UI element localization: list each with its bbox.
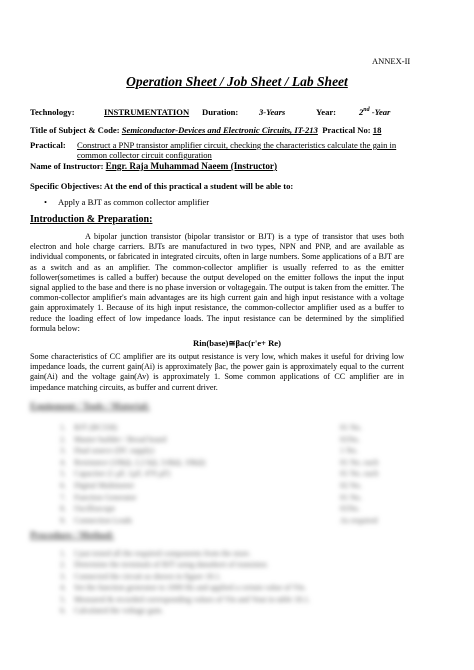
practical-no-value: 18 — [372, 125, 382, 135]
equipment-item — [60, 481, 134, 490]
equipment-heading: Equipment / Tools / Material: — [30, 402, 150, 412]
subject-label: Title of Subject & Code: — [30, 125, 120, 135]
year-label: Year: — [316, 107, 337, 117]
procedure-step-text: Calculated the voltage gain. — [74, 606, 164, 615]
procedure-step — [60, 572, 221, 581]
equipment-number: 4. — [60, 457, 66, 467]
instructor-line — [30, 161, 277, 171]
equipment-qty: 02 No. — [340, 481, 362, 490]
practical-no-label: Practical No: — [322, 125, 371, 135]
equipment-item — [60, 493, 136, 502]
equipment-qty: 01 No. — [340, 423, 362, 432]
objectives-heading: Specific Objectives: At the end of this practical a student will be able to: — [30, 181, 294, 191]
objective-text: Apply a BJT as common collector amplifier — [58, 197, 210, 207]
equipment-number: 7. — [60, 492, 66, 502]
equipment-number: 2. — [60, 434, 66, 444]
equipment-number: 5. — [60, 469, 66, 479]
procedure-step — [60, 549, 251, 558]
formula: Rin(base)≅βac(r'e+ Re) — [193, 338, 281, 348]
equipment-text: Capacitor (1 µF, 1µF, 470 µF) — [74, 469, 171, 479]
equipment-qty: 1 No. — [340, 446, 358, 456]
procedure-heading: Procedure / Method: — [30, 531, 115, 541]
procedure-step — [60, 595, 310, 604]
technology-label: Technology: — [30, 107, 75, 117]
equipment-item — [60, 423, 117, 432]
procedure-step-number: 6. — [60, 606, 66, 615]
equipment-item — [60, 469, 170, 478]
equipment-qty: As required — [340, 515, 378, 525]
equipment-qty: 01 No. — [340, 492, 362, 502]
procedure-step — [60, 560, 268, 569]
equipment-text: Connection Leads — [74, 515, 132, 525]
procedure-step-text: Measured & recorded corresponding values of Vin and Vout in table 18.1. — [74, 594, 311, 604]
intro-paragraph-2: Some characteristics of CC amplifier are its output resistance is very low, which makes it useful for driving low impedance loads, the current gain(Ai) is approximately βac, the power gain is approximately equal to the current gain(Ai) and the voltage gain(Av) is approximately 1. Some common applications of CC amplifier are in impedance matching circuits, as buffer and current driver. — [30, 352, 404, 392]
equipment-item — [60, 504, 115, 513]
duration-value: 3-Years — [259, 107, 286, 117]
procedure-step-text: I just tested all the required components from the store. — [74, 549, 251, 558]
instructor-name: Engr. Raja Muhammad Naeem (Instructor) — [105, 161, 278, 171]
procedure-step-text: Connected the circuit as shown in figure 18.1. — [74, 571, 222, 581]
instructor-label: Name of Instructor: — [30, 161, 104, 171]
equipment-item — [60, 435, 166, 444]
subject-value: Semiconductor-Devices and Electronic Circuits, IT-213 — [121, 125, 318, 135]
equipment-item — [60, 516, 132, 525]
equipment-qty: 01 No. each — [340, 469, 379, 479]
equipment-text: Oscilloscope — [74, 504, 116, 514]
bullet-icon: • — [44, 197, 48, 207]
intro-paragraph-1: A bipolar junction transistor (bipolar transistor or BJT) is a type of transistor that uses both electron and hole charge carriers. BJTs are manufactured in two types, NPN and PNP, and are available as individual components, or fabricated in integrated circuits, often in large numbers. Some applications of a BJT are as a switch and as an amplifier. The common-collector amplifier is usually referred to as the emitter follower(sometimes is called a buffer) because the output developed on the emitter follows the input the input signal applied to the base and there is no phase inversion or voltagegain. The output is taken from the emitter. The common-collector amplifier's main advantages are its high current gain and high input resistance with a voltage gain approximately 1. Because of its high input resistance, the common-collector amplifier used as a buffer to reduce the loading effect of low impedance loads. The input resistance can be determined by the simplified formula below: — [30, 232, 404, 333]
procedure-step-number: 5. — [60, 594, 66, 604]
equipment-number: 9. — [60, 515, 66, 525]
practical-text: Construct a PNP transistor amplifier circuit, checking the characteristics calculate the gain in common collector circuit configuration — [77, 140, 397, 160]
equipment-number: 3. — [60, 446, 66, 456]
equipment-text: Function Generator — [74, 492, 137, 502]
equipment-qty: 01 No. each — [340, 457, 379, 467]
procedure-step-number: 1. — [60, 549, 66, 558]
equipment-text: BJT (BC558) — [74, 423, 118, 432]
procedure-step-number: 2. — [60, 560, 66, 570]
equipment-text: Digital Multimeter — [74, 481, 135, 490]
annex-label: ANNEX-II — [372, 56, 411, 66]
procedure-step — [60, 606, 163, 615]
technology-value: INSTRUMENTATION — [104, 107, 190, 117]
subject-line — [30, 125, 381, 135]
equipment-number: 8. — [60, 504, 66, 514]
intro-heading: Introduction & Preparation: — [30, 214, 153, 225]
equipment-text: Master builder / Bread board — [74, 434, 167, 444]
equipment-text: Resistance (10kΩ, 2.2 kΩ, 3.6kΩ, 10kΩ) — [74, 457, 206, 467]
year-rest: -Year — [369, 107, 391, 117]
equipment-item — [60, 458, 205, 467]
equipment-text: Dual source (DC supply) — [74, 446, 155, 456]
procedure-step-number: 4. — [60, 583, 66, 593]
year-number: 2 — [359, 107, 364, 117]
equipment-qty: 01No. — [340, 434, 360, 444]
procedure-step-text: Set the function generator to 1000 Hz and applied a certain value of Vin. — [74, 583, 307, 593]
equipment-number: 6. — [60, 481, 66, 490]
procedure-step-number: 3. — [60, 571, 66, 581]
equipment-number: 1. — [60, 423, 66, 432]
procedure-step — [60, 583, 306, 592]
equipment-qty: 01No. — [340, 504, 360, 514]
year-suffix: nd — [363, 107, 370, 114]
practical-label: Practical: — [30, 140, 66, 150]
page-title: Operation Sheet / Job Sheet / Lab Sheet — [126, 74, 348, 89]
equipment-item — [60, 446, 154, 455]
year-value — [359, 107, 390, 117]
procedure-step-text: Determine the terminals of BJT using datasheet of transistor. — [74, 560, 269, 570]
duration-label: Duration: — [202, 107, 239, 117]
objective-item — [44, 197, 209, 207]
